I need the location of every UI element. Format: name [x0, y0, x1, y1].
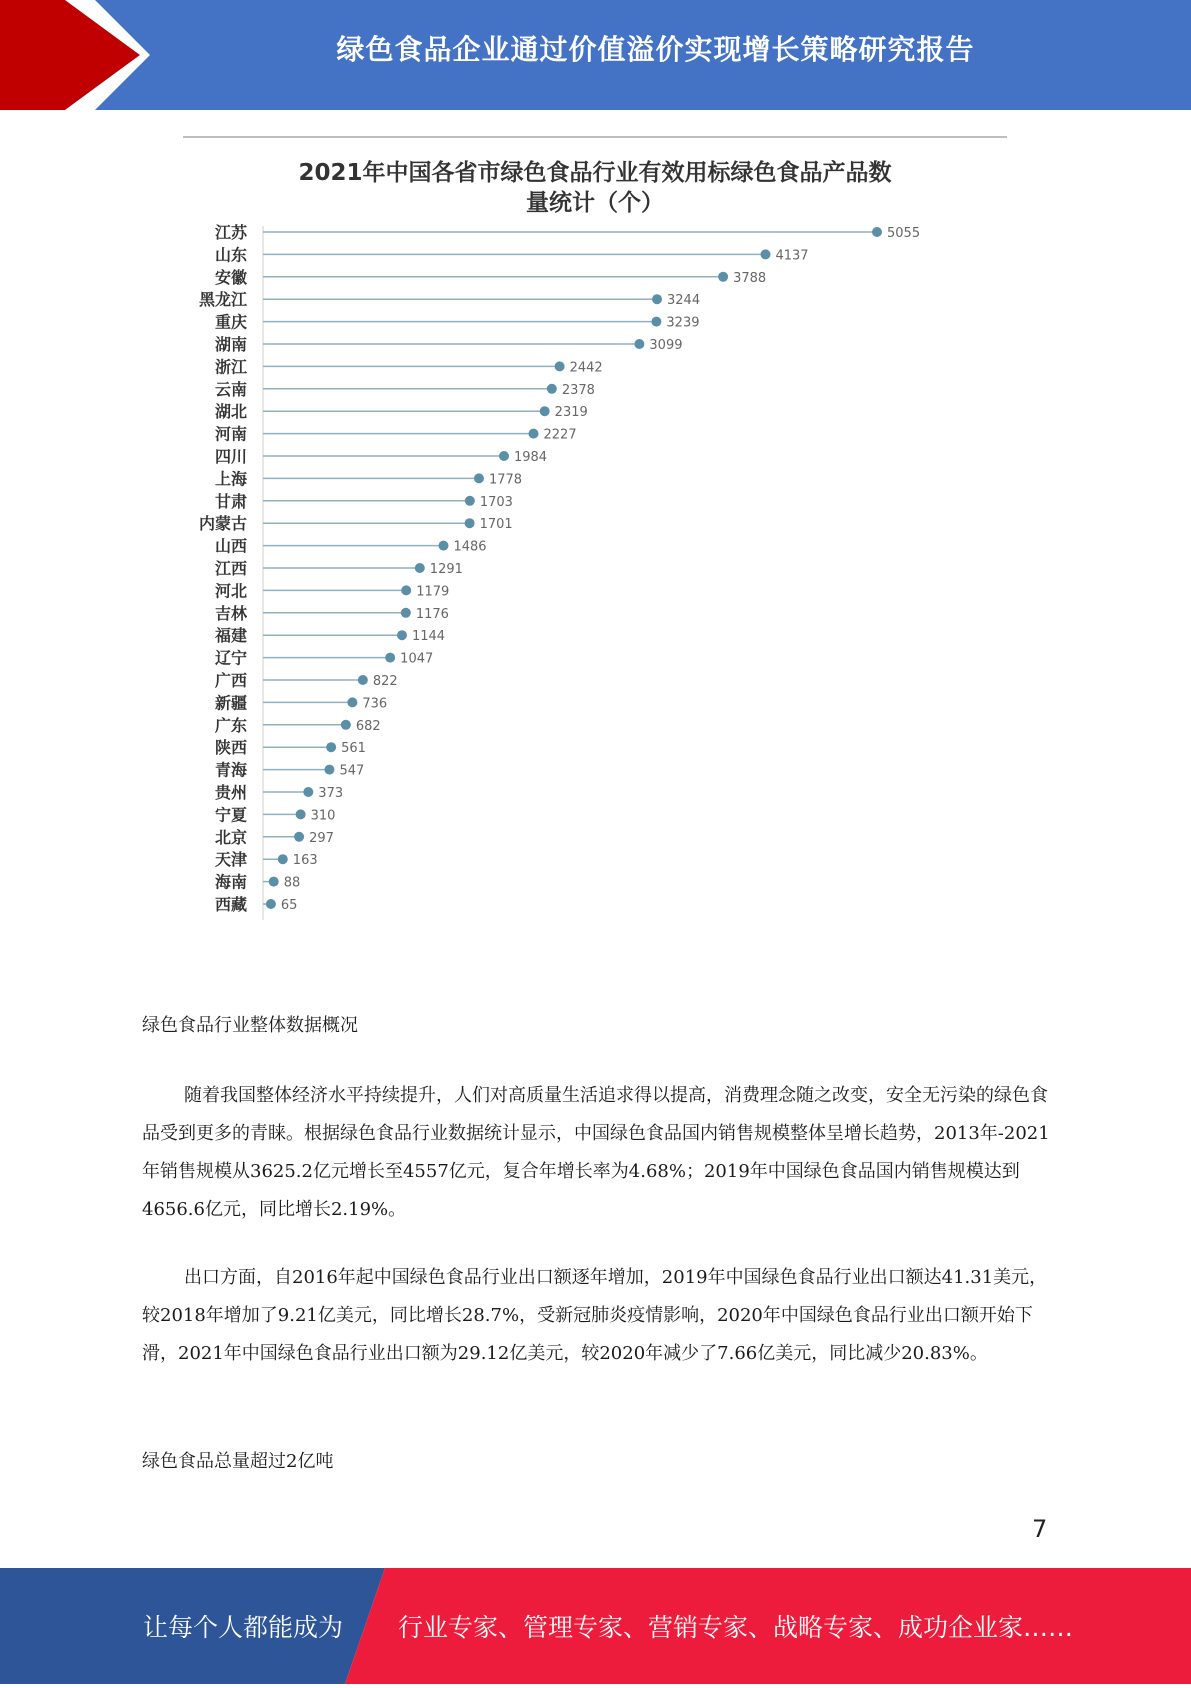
chart-top-rule: [183, 136, 1007, 138]
category-label: 云南: [214, 379, 247, 399]
category-label: 河南: [214, 424, 247, 444]
value-dot: [278, 854, 288, 864]
value-dot: [401, 608, 411, 618]
page-number: 7: [1032, 1515, 1048, 1543]
value-dot: [760, 249, 770, 259]
data-label: 3244: [667, 293, 701, 309]
data-label: 310: [310, 808, 336, 824]
category-label: 浙江: [214, 357, 247, 377]
category-label: 甘肃: [214, 491, 247, 511]
data-label: 1291: [429, 562, 463, 577]
paragraph-domestic-sales: 随着我国整体经济水平持续提升，人们对高质量生活追求得以提高，消费理念随之改变，安全无污染的绿色食品受到更多的青睐。根据绿色食品行业数据统计显示，中国绿色食品国内销售规模整体呈增长趋势，2013年-2021年销售规模从3625.2亿元增长至4557亿元，复合年增长率为4.68%；2019年中国绿色食品国内销售规模达到4656.6亿元，同比增长2.19%。: [142, 1085, 1050, 1220]
data-label: 2378: [561, 382, 595, 398]
category-label: 广东: [214, 715, 247, 735]
value-dot: [303, 787, 313, 797]
value-dot: [718, 272, 728, 282]
category-label: 山东: [214, 245, 247, 265]
value-dot: [266, 899, 276, 909]
data-label: 1984: [513, 450, 548, 465]
category-label: 贵州: [214, 783, 247, 802]
value-dot: [294, 832, 304, 842]
category-label: 湖北: [214, 402, 247, 422]
value-dot: [651, 317, 661, 327]
data-label: 822: [372, 674, 398, 689]
category-label: 四川: [214, 447, 247, 466]
data-label: 682: [355, 718, 381, 734]
category-label: 江苏: [214, 223, 247, 242]
data-label: 2442: [569, 360, 603, 376]
category-label: 辽宁: [214, 648, 247, 668]
data-label: 2319: [554, 405, 588, 421]
value-dot: [358, 675, 368, 685]
value-dot: [872, 227, 882, 237]
value-dot: [499, 451, 509, 461]
value-dot: [465, 496, 475, 506]
paragraph-exports: 出口方面，自2016年起中国绿色食品行业出口额逐年增加，2019年中国绿色食品行业出口额达41.31美元，较2018年增加了9.21亿美元，同比增长28.7%，受新冠肺炎疫情影响，2020年中国绿色食品行业出口额开始下滑，2021年中国绿色食品行业出口额为29.12亿美元，较2020年减少了7.66亿美元，同比减少20.83%。: [142, 1267, 1048, 1364]
lollipop-chart: [183, 140, 1007, 930]
value-dot: [347, 697, 357, 707]
value-dot: [401, 585, 411, 595]
chart-title-line2: 量统计（个）: [526, 190, 664, 216]
data-label: 5055: [887, 226, 921, 241]
data-label: 1703: [479, 494, 513, 510]
data-label: 1047: [400, 651, 434, 667]
data-label: 1144: [411, 629, 446, 645]
category-label: 山西: [214, 536, 247, 556]
category-label: 安徽: [214, 267, 247, 287]
category-label: 江西: [214, 559, 247, 578]
data-label: 65: [280, 898, 298, 913]
data-label: 1701: [479, 517, 513, 533]
category-label: 吉林: [214, 603, 247, 623]
category-label: 青海: [214, 760, 247, 780]
data-label: 1778: [488, 472, 523, 488]
data-label: 1176: [415, 606, 449, 622]
category-label: 河北: [214, 581, 247, 601]
report-title: 绿色食品企业通过价值溢价实现增长策略研究报告: [336, 33, 975, 66]
section-heading-total: 绿色食品总量超过2亿吨: [142, 1451, 334, 1472]
data-label: 3099: [649, 338, 683, 353]
category-label: 广西: [214, 671, 247, 690]
value-dot: [341, 720, 351, 730]
data-label: 547: [339, 763, 365, 779]
value-dot: [415, 563, 425, 573]
category-label: 天津: [214, 850, 247, 870]
value-dot: [397, 630, 407, 640]
data-label: 3239: [666, 315, 700, 331]
footer-banner: [0, 1568, 1191, 1684]
category-label: 湖南: [214, 335, 247, 354]
value-dot: [540, 406, 550, 416]
data-label: 373: [318, 786, 344, 801]
value-dot: [438, 541, 448, 551]
data-label: 88: [283, 875, 301, 891]
value-dot: [547, 384, 557, 394]
header-arrow-decoration: [0, 0, 160, 110]
chart-marks: [199, 223, 920, 914]
value-dot: [269, 877, 279, 887]
category-label: 宁夏: [214, 805, 247, 825]
data-label: 1486: [453, 539, 487, 555]
value-dot: [652, 294, 662, 304]
footer-slogan-left: 让每个人都能成为: [143, 1613, 344, 1642]
category-label: 黑龙江: [198, 290, 247, 310]
value-dot: [465, 518, 475, 528]
value-dot: [385, 653, 395, 663]
category-label: 上海: [214, 469, 247, 489]
chart-title-line1: 2021年中国各省市绿色食品行业有效用标绿色食品产品数: [298, 160, 892, 186]
data-label: 2227: [543, 427, 577, 443]
data-label: 561: [341, 741, 366, 757]
data-label: 3788: [733, 270, 767, 286]
value-dot: [326, 742, 336, 752]
value-dot: [555, 361, 565, 371]
header-banner: [0, 0, 1191, 110]
category-label: 西藏: [214, 895, 247, 914]
category-label: 新疆: [214, 693, 247, 713]
value-dot: [474, 473, 484, 483]
value-dot: [529, 429, 539, 439]
data-label: 736: [362, 696, 388, 712]
category-label: 海南: [214, 872, 247, 892]
footer-slogan-right: 行业专家、管理专家、营销专家、战略专家、成功企业家……: [398, 1613, 1074, 1642]
value-dot: [634, 339, 644, 349]
category-label: 北京: [214, 827, 247, 847]
data-label: 1179: [416, 584, 450, 600]
section-heading-overview: 绿色食品行业整体数据概况: [142, 1015, 358, 1036]
category-label: 内蒙古: [198, 514, 247, 534]
category-label: 陕西: [214, 738, 247, 758]
category-label: 福建: [214, 626, 247, 646]
data-label: 4137: [775, 248, 809, 264]
value-dot: [296, 809, 306, 819]
data-label: 163: [292, 853, 318, 869]
data-label: 297: [309, 830, 334, 846]
category-label: 重庆: [214, 312, 247, 332]
value-dot: [324, 765, 334, 775]
